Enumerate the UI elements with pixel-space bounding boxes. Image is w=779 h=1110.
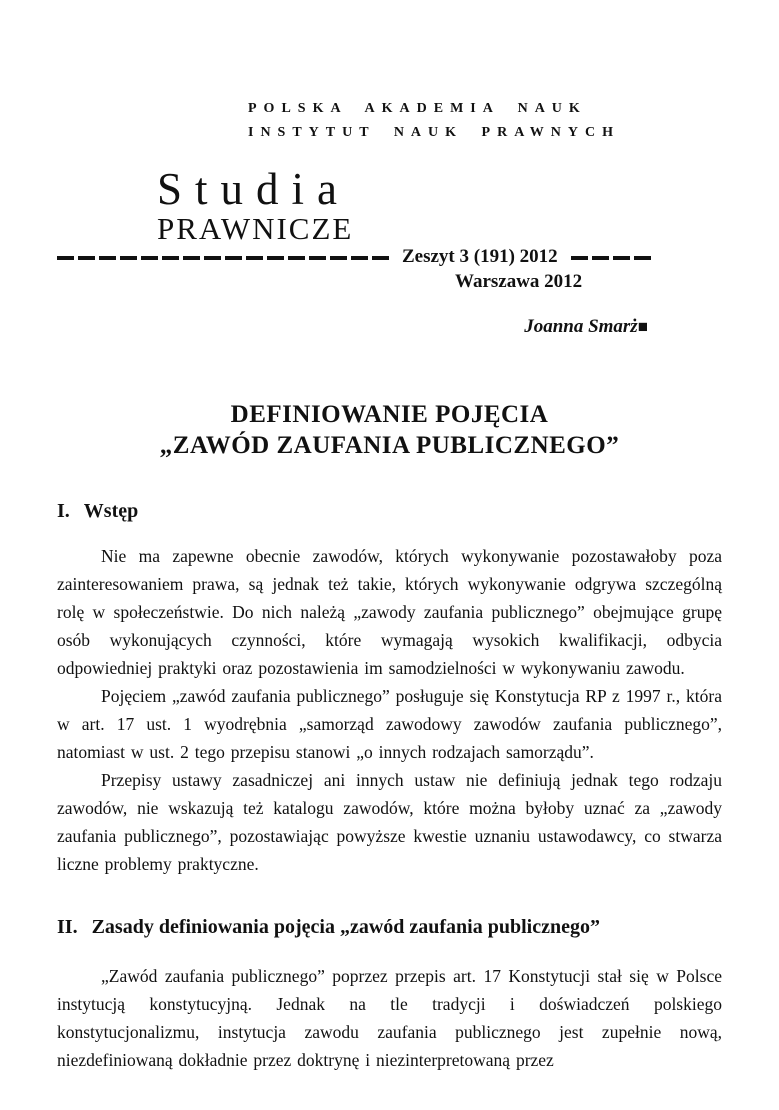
paragraph: Przepisy ustawy zasadniczej ani innych ustaw nie definiują jednak tego rodzaju zawodów, nie wskazują też katalogu zawodów, które można byłoby uznać za „zawody zaufania publicznego”, pozostawiając powyższe kwestie uznaniu ustawodawcy, co stwarza liczne problemy praktyczne.	[57, 770, 722, 874]
section-2-body	[57, 962, 722, 1074]
paragraph: Nie ma zapewne obecnie zawodów, których wykonywanie pozostawałoby poza zainteresowaniem prawa, są jednak też takie, których wykonywanie odgrywa szczególną rolę w społeczeństwie. Do nich należą „zawody zaufania publicznego” obejmujące grupę osób wykonujących czynności, które wymagają wysokich kwalifikacji, odbycia odpowiedniej praktyki oraz pozostawienia im samodzielności w wykonywaniu zawodu.	[57, 546, 722, 678]
section-heading-2	[57, 916, 722, 939]
journal-subtitle: PRAWNICZE	[157, 211, 354, 246]
journal-masthead	[157, 166, 353, 246]
issue-rule-right	[571, 256, 651, 260]
section-heading-text: Zasady definiowania pojęcia „zawód zaufania publicznego”	[91, 916, 600, 938]
paragraph: Pojęciem „zawód zaufania publicznego” posługuje się Konstytucja RP z 1997 r., która w art. 17 ust. 1 wyodrębnia „samorząd zawodowy zawodów zaufania publicznego”, natomiast w ust. 2 tego przepisu stanowi „o innych rodzajach samorządu”.	[57, 686, 722, 762]
article-title-line-1: DEFINIOWANIE POJĘCIA	[230, 401, 549, 428]
section-1-body	[57, 542, 722, 878]
section-number: I.	[57, 500, 70, 522]
issue-label: Zeszyt 3 (191) 2012	[402, 246, 558, 267]
section-number: II.	[57, 916, 78, 938]
author-line	[524, 316, 648, 338]
issue-rule-left	[57, 256, 389, 260]
article-title	[0, 399, 779, 461]
journal-title: Studia	[157, 164, 351, 214]
publisher-line-1: POLSKA AKADEMIA NAUK	[248, 101, 587, 116]
publisher-line-2: INSTYTUT NAUK PRAWNYCH	[248, 125, 620, 140]
paragraph: „Zawód zaufania publicznego” poprzez przepis art. 17 Konstytucji stał się w Polsce instytucją konstytucyjną. Jednak na tle tradycji i doświadczeń polskiego konstytucjonalizmu, instytucja zawodu zaufania publicznego jest zupełnie nową, niezdefiniowaną dokładnie przez doktrynę i niezinterpretowaną przez	[57, 966, 722, 1070]
footnote-square-icon: ■	[637, 317, 648, 336]
section-heading-text: Wstęp	[83, 500, 139, 522]
issue-line	[57, 246, 722, 268]
author-name: Joanna Smarż	[524, 316, 638, 337]
section-heading-1	[57, 500, 722, 523]
article-title-line-2: „ZAWÓD ZAUFANIA PUBLICZNEGO”	[159, 432, 620, 459]
place-year: Warszawa 2012	[455, 271, 583, 292]
publisher-block	[248, 97, 620, 145]
